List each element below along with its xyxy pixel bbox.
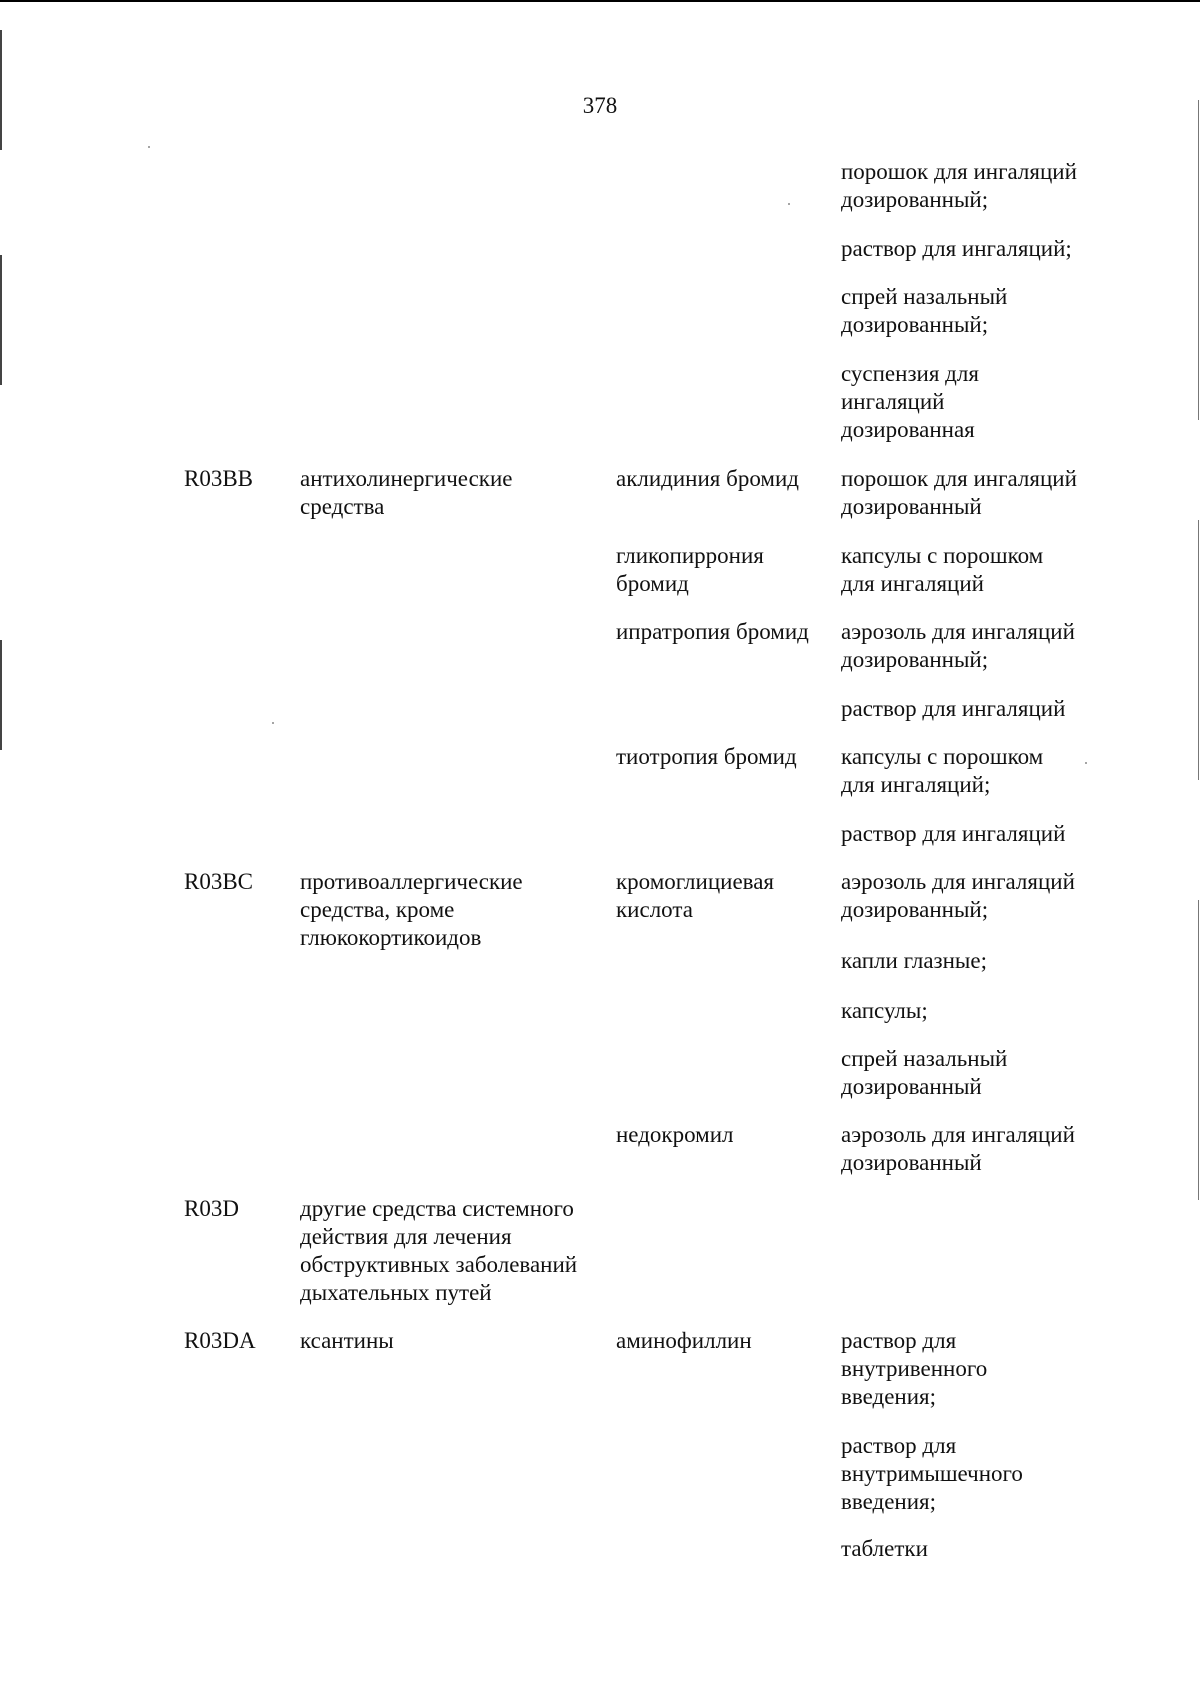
page-number: 378 (582, 93, 618, 118)
dosage-form-cell: аэрозоль для ингаляций дозированный; (841, 619, 1075, 672)
drug-name-cell: кромоглициевая кислота (616, 869, 775, 922)
dosage-form-cell: капсулы; (841, 998, 928, 1023)
dosage-form-cell: порошок для ингаляций дозированный (841, 466, 1077, 519)
dosage-form-cell: аэрозоль для ингаляций дозированный; (841, 869, 1075, 922)
dosage-form-cell: капсулы с порошком для ингаляций; (841, 744, 1044, 797)
dosage-form-cell: раствор для внутривенного введения; (841, 1328, 988, 1409)
dosage-form-cell: спрей назальный дозированный (841, 1046, 1008, 1099)
drug-group-cell: противоаллергические средства, кроме глюкокортикоидов (300, 869, 523, 950)
atc-code-cell: R03DA (184, 1328, 256, 1353)
scan-top-edge (0, 0, 1200, 2)
dosage-form-cell: аэрозоль для ингаляций дозированный (841, 1122, 1075, 1175)
atc-code-cell: R03BC (184, 869, 254, 894)
dosage-form-cell: раствор для ингаляций (841, 696, 1066, 721)
atc-code-cell: R03BB (184, 466, 254, 491)
dosage-form-cell: порошок для ингаляций дозированный; (841, 159, 1077, 212)
drug-group-cell: ксантины (300, 1328, 394, 1353)
scan-speck (272, 722, 274, 724)
scan-speck (148, 146, 150, 148)
drug-name-cell: тиотропия бромид (616, 744, 797, 769)
drug-group-cell: антихолинергические средства (300, 466, 513, 519)
atc-code-cell: R03D (184, 1196, 239, 1221)
drug-group-cell: другие средства системного действия для лечения обструктивных заболеваний дыхательных путей (300, 1196, 578, 1305)
dosage-form-cell: раствор для ингаляций; (841, 236, 1072, 261)
scan-left-edge-marks (0, 0, 3, 1699)
dosage-form-cell: раствор для ингаляций (841, 821, 1066, 846)
drug-name-cell: аклидиния бромид (616, 466, 799, 491)
dosage-form-cell: суспензия для ингаляций дозированная (841, 361, 979, 442)
dosage-form-cell: капли глазные; (841, 948, 987, 973)
drug-name-cell: аминофиллин (616, 1328, 752, 1353)
dosage-form-cell: таблетки (841, 1536, 928, 1561)
drug-name-cell: ипратропия бромид (616, 619, 809, 644)
dosage-form-cell: спрей назальный дозированный; (841, 284, 1008, 337)
drug-name-cell: гликопиррония бромид (616, 543, 764, 596)
scan-speck (788, 203, 790, 205)
dosage-form-cell: раствор для внутримышечного введения; (841, 1433, 1023, 1514)
drug-name-cell: недокромил (616, 1122, 734, 1147)
dosage-form-cell: капсулы с порошком для ингаляций (841, 543, 1044, 596)
